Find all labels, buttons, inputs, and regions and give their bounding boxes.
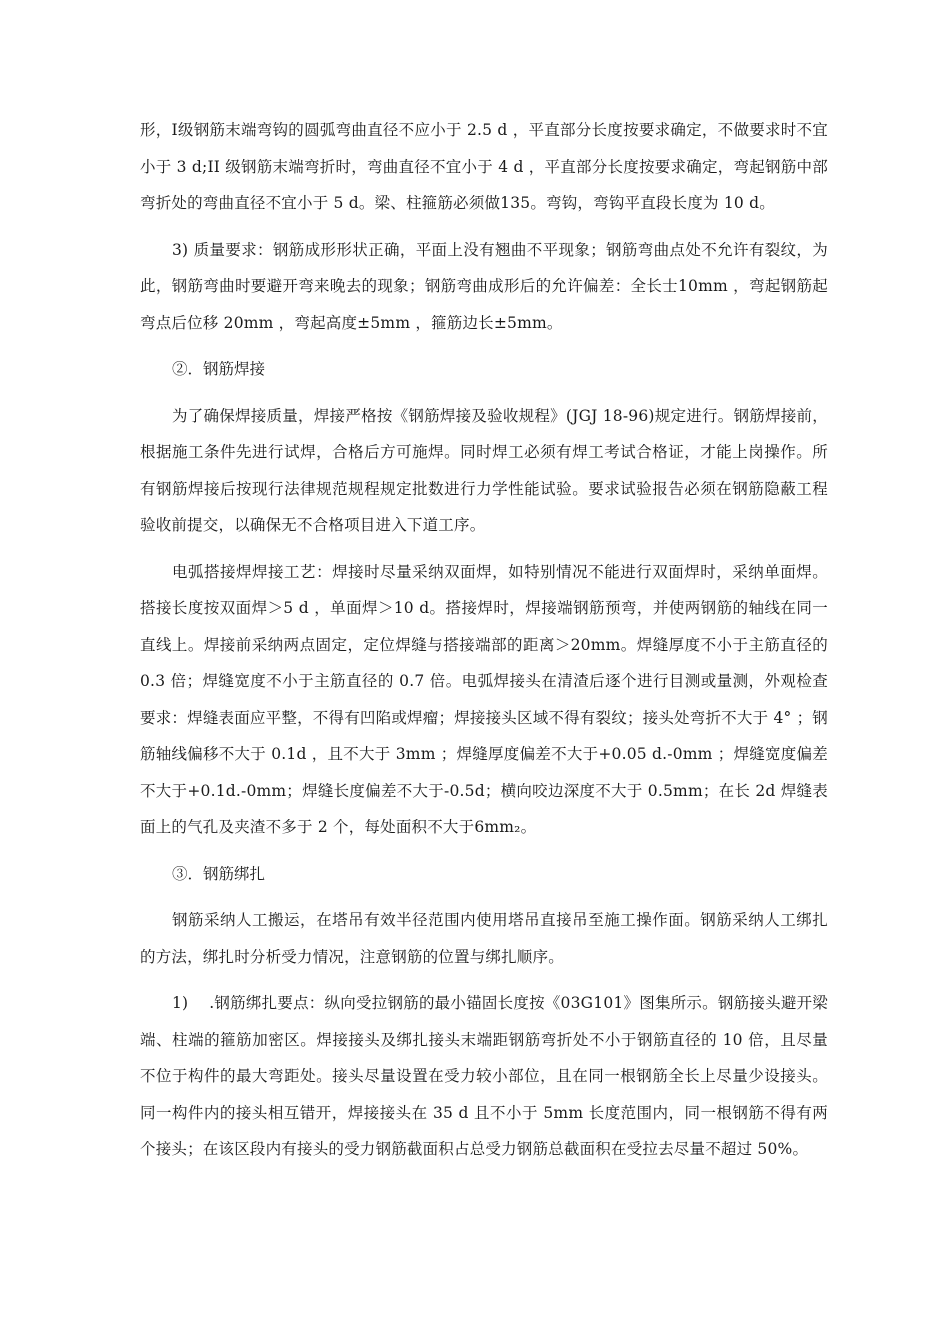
section-heading-binding: ③．钢筋绑扎: [172, 864, 266, 883]
paragraph-welding-quality: 为了确保焊接质量，焊接严格按《钢筋焊接及验收规程》(JGJ 18-96)规定进行。钢筋焊接前，根据施工条件先进行试焊，合格后方可施焊。同时焊工必须有焊工考试合格证，才能上岗操作。所有钢筋焊接后按现行法律规范规程规定批数进行力学性能试验。要求试验报告必须在钢筋隐蔽工程验收前提交，以确保无不合格项目进入下道工序。: [140, 406, 828, 534]
paragraph-arc-lap-welding: 电弧搭接焊焊接工艺：焊接时尽量采纳双面焊，如特别情况不能进行双面焊时，采纳单面焊。搭接长度按双面焊＞5 d ，单面焊＞10 d。搭接焊时，焊接端钢筋预弯，并使两钢筋的轴线在同一直线上。焊接前采纳两点固定，定位焊缝与搭接端部的距离＞20mm。焊缝厚度不小于主筋直径的 0.3 倍；焊缝宽度不小于主筋直径的 0.7 倍。电弧焊接头在清渣后逐个进行目测或量测，外观检查要求：焊缝表面应平整，不得有凹陷或焊瘤；焊接接头区域不得有裂纹；接头处弯折不大于 4° ；钢筋轴线偏移不大于 0.1d ，且不大于 3mm ；焊缝厚度偏差不大于+0.05 d.-0mm ；焊缝宽度偏差不大于+0.1d.-0mm；焊缝长度偏差不大于-0.5d；横向咬边深度不大于 0.5mm；在长 2d 焊缝表面上的气孔及夹渣不多于 2 个，每处面积不大于6mm₂。: [140, 562, 828, 836]
document-body: [140, 112, 828, 1178]
section-heading-welding: ②．钢筋焊接: [172, 360, 266, 378]
paragraph-binding-points: 1) .钢筋绑扎要点：纵向受拉钢筋的最小锚固长度按《03G101》图集所示。钢筋接头避开梁端、柱端的箍筋加密区。焊接接头及绑扎接头末端距钢筋弯折处不小于钢筋直径的 10 倍，且尽量不位于构件的最大弯距处。接头尽量设置在受力较小部位，且在同一根钢筋全长上尽量少设接头。同一构件内的接头相互错开，焊接接头在 35 d 且不小于 5mm 长度范围内，同一根钢筋不得有两个接头；在该区段内有接头的受力钢筋截面积占总受力钢筋总截面积在受拉去尽量不超过 50%。: [140, 994, 828, 1158]
paragraph-bend-diameter: 形，I级钢筋末端弯钩的圆弧弯曲直径不应小于 2.5 d ，平直部分长度按要求确定，不做要求时不宜小于 3 d;II 级钢筋末端弯折时，弯曲直径不宜小于 4 d ，平直部分长度按要求确定，弯起钢筋中部弯折处的弯曲直径不宜小于 5 d。梁、柱箍筋必须做135。弯钩，弯钩平直段长度为 10 d。: [140, 121, 828, 212]
paragraph-manual-transport: 钢筋采纳人工搬运，在塔吊有效半径范围内使用塔吊直接吊至施工操作面。钢筋采纳人工绑扎的方法，绑扎时分析受力情况，注意钢筋的位置与绑扎顺序。: [140, 911, 828, 966]
paragraph-quality-requirements: 3) 质量要求：钢筋成形形状正确，平面上没有翘曲不平现象；钢筋弯曲点处不允许有裂纹，为此，钢筋弯曲时要避开弯来晚去的现象；钢筋弯曲成形后的允许偏差：全长士10mm ，弯起钢筋起弯点后位移 20mm ，弯起高度±5mm ，箍筋边长±5mm。: [140, 240, 828, 332]
